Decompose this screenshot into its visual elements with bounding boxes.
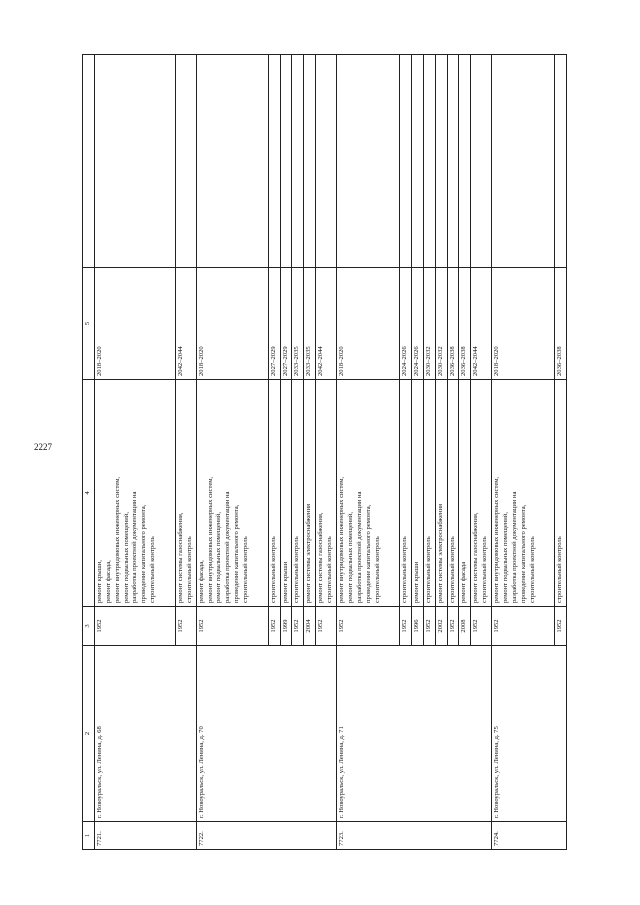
page-number: 2227 bbox=[34, 442, 52, 452]
work-type-line: строительный контроль bbox=[401, 536, 409, 603]
year-cell: 2002 bbox=[435, 607, 447, 646]
year-cell: 1999 bbox=[280, 607, 292, 646]
period-cell: 2030–2032 bbox=[423, 268, 435, 380]
period-cell: 2018–2020 bbox=[94, 268, 175, 380]
year-cell: 1952 bbox=[292, 607, 304, 646]
period-cell: 2042–2044 bbox=[316, 268, 337, 380]
period-cell: 2036–2038 bbox=[555, 268, 567, 380]
work-type-line: ремонт фасада bbox=[460, 561, 468, 603]
blank-cell bbox=[471, 55, 492, 268]
work-type-line: проведение капитального ремонта, bbox=[519, 504, 527, 603]
work-type-line: ремонт подвальных помещений, bbox=[502, 512, 510, 603]
period-cell: 2033–2035 bbox=[292, 268, 304, 380]
work-type-line: строительный контроль bbox=[556, 536, 564, 603]
year-cell: 2004 bbox=[304, 607, 316, 646]
period-cell: 2036–2038 bbox=[459, 268, 471, 380]
work-type-cell bbox=[280, 380, 292, 607]
building-address: г. Новоуральск, ул. Ленина, д. 75 bbox=[492, 646, 567, 822]
blank-cell bbox=[400, 55, 412, 268]
work-type-line: строительный контроль bbox=[269, 536, 277, 603]
building-address: г. Новоуральск, ул. Ленина, д. 70 bbox=[196, 646, 336, 822]
period-cell: 2018–2020 bbox=[196, 268, 268, 380]
blank-cell bbox=[280, 55, 292, 268]
period-cell: 2027–2029 bbox=[268, 268, 280, 380]
period-cell: 2030–2032 bbox=[435, 268, 447, 380]
header-row bbox=[83, 55, 95, 850]
table-row bbox=[337, 55, 400, 850]
work-type-line: проведение капитального ремонта, bbox=[233, 504, 241, 603]
blank-cell bbox=[492, 55, 555, 268]
period-cell: 2042–2044 bbox=[175, 268, 196, 380]
repair-schedule-table bbox=[82, 54, 567, 850]
blank-cell bbox=[411, 55, 423, 268]
table-row bbox=[94, 55, 175, 850]
work-type-cell bbox=[447, 380, 459, 607]
year-cell: 1952 bbox=[337, 607, 400, 646]
blank-cell bbox=[316, 55, 337, 268]
year-cell: 1952 bbox=[94, 607, 175, 646]
year-cell: 1952 bbox=[492, 607, 555, 646]
building-address: г. Новоуральск, ул. Ленина, д. 68 bbox=[94, 646, 196, 822]
blank-cell bbox=[423, 55, 435, 268]
work-type-line: строительный контроль bbox=[481, 536, 489, 603]
blank-cell bbox=[94, 55, 175, 268]
work-type-line: ремонт системы газоснабжения, bbox=[472, 512, 480, 603]
work-type-line: строительный контроль bbox=[149, 536, 157, 603]
work-type-line: строительный контроль bbox=[528, 536, 536, 603]
blank-cell bbox=[304, 55, 316, 268]
work-type-line: разработка проектной документации на bbox=[355, 491, 363, 603]
blank-cell bbox=[447, 55, 459, 268]
row-number: 7721. bbox=[94, 822, 196, 850]
work-type-line: ремонт подвальных помещений, bbox=[215, 512, 223, 603]
work-type-line: ремонт системы газоснабжения, bbox=[176, 512, 184, 603]
work-type-line: строительный контроль bbox=[326, 536, 334, 603]
blank-cell bbox=[175, 55, 196, 268]
year-cell: 1952 bbox=[316, 607, 337, 646]
work-type-cell bbox=[400, 380, 412, 607]
header-col-2: 2 bbox=[83, 646, 95, 822]
work-type-line: строительный контроль bbox=[185, 536, 193, 603]
work-type-cell bbox=[316, 380, 337, 607]
work-type-cell bbox=[555, 380, 567, 607]
work-type-cell bbox=[268, 380, 280, 607]
work-type-line: строительный контроль bbox=[242, 536, 250, 603]
rotated-table-sheet bbox=[82, 55, 592, 850]
blank-cell bbox=[268, 55, 280, 268]
work-type-line: проведение капитального ремонта, bbox=[140, 504, 148, 603]
work-type-line: ремонт внутридомовых инженерных систем, bbox=[493, 476, 501, 603]
work-type-cell bbox=[337, 380, 400, 607]
work-type-cell bbox=[459, 380, 471, 607]
work-type-line: ремонт подвальных помещений, bbox=[346, 512, 354, 603]
work-type-cell bbox=[492, 380, 555, 607]
period-cell: 2033–2035 bbox=[304, 268, 316, 380]
blank-cell bbox=[435, 55, 447, 268]
period-cell: 2024–2026 bbox=[400, 268, 412, 380]
work-type-cell bbox=[196, 380, 268, 607]
period-cell: 2018–2020 bbox=[492, 268, 555, 380]
work-type-line: ремонт крыши bbox=[281, 561, 289, 603]
blank-cell bbox=[196, 55, 268, 268]
work-type-line: ремонт крыши bbox=[412, 561, 420, 603]
work-type-line: ремонт системы газоснабжения, bbox=[317, 512, 325, 603]
work-type-line: строительный контроль bbox=[424, 536, 432, 603]
header-col-4: 4 bbox=[83, 380, 95, 607]
header-col-5: 5 bbox=[83, 268, 95, 380]
table-body bbox=[94, 55, 566, 850]
work-type-cell bbox=[435, 380, 447, 607]
header-col-blank bbox=[83, 55, 95, 268]
work-type-line: разработка проектной документации на bbox=[510, 491, 518, 603]
work-type-line: ремонт системы электроснабжения bbox=[305, 503, 313, 603]
work-type-line: строительный контроль bbox=[373, 536, 381, 603]
period-cell: 2027–2029 bbox=[280, 268, 292, 380]
row-number: 7724. bbox=[492, 822, 567, 850]
work-type-line: ремонт фасада, bbox=[104, 560, 112, 603]
work-type-line: ремонт подвальных помещений, bbox=[122, 512, 130, 603]
work-type-cell bbox=[94, 380, 175, 607]
work-type-line: проведение капитального ремонта, bbox=[364, 504, 372, 603]
blank-cell bbox=[337, 55, 400, 268]
period-cell: 2024–2026 bbox=[411, 268, 423, 380]
year-cell: 1952 bbox=[196, 607, 268, 646]
year-cell: 1952 bbox=[555, 607, 567, 646]
year-cell: 1952 bbox=[447, 607, 459, 646]
work-type-line: ремонт внутридомовых инженерных систем, bbox=[206, 476, 214, 603]
row-number: 7722. bbox=[196, 822, 336, 850]
work-type-line: ремонт крыши, bbox=[95, 560, 103, 603]
work-type-line: ремонт системы электроснабжения bbox=[436, 503, 444, 603]
period-cell: 2036–2038 bbox=[447, 268, 459, 380]
table-row bbox=[196, 55, 268, 850]
work-type-cell bbox=[471, 380, 492, 607]
year-cell: 1952 bbox=[471, 607, 492, 646]
year-cell: 1952 bbox=[175, 607, 196, 646]
work-type-cell bbox=[411, 380, 423, 607]
work-type-line: разработка проектной документации на bbox=[224, 491, 232, 603]
year-cell: 1952 bbox=[268, 607, 280, 646]
work-type-cell bbox=[292, 380, 304, 607]
work-type-cell bbox=[304, 380, 316, 607]
work-type-cell bbox=[175, 380, 196, 607]
blank-cell bbox=[459, 55, 471, 268]
work-type-cell bbox=[423, 380, 435, 607]
work-type-line: строительный контроль bbox=[448, 536, 456, 603]
building-address: г. Новоуральск, ул. Ленина, д. 71 bbox=[337, 646, 492, 822]
header-col-1: 1 bbox=[83, 822, 95, 850]
year-cell: 2008 bbox=[459, 607, 471, 646]
period-cell: 2042–2044 bbox=[471, 268, 492, 380]
work-type-line: ремонт внутридомовых инженерных систем, bbox=[113, 476, 121, 603]
year-cell: 1952 bbox=[423, 607, 435, 646]
year-cell: 1996 bbox=[411, 607, 423, 646]
blank-cell bbox=[292, 55, 304, 268]
work-type-line: ремонт внутридомовых инженерных систем, bbox=[338, 476, 346, 603]
work-type-line: ремонт фасада, bbox=[197, 560, 205, 603]
work-type-line: разработка проектной документации на bbox=[131, 491, 139, 603]
year-cell: 1952 bbox=[400, 607, 412, 646]
blank-cell bbox=[555, 55, 567, 268]
header-col-3: 3 bbox=[83, 607, 95, 646]
period-cell: 2018–2020 bbox=[337, 268, 400, 380]
row-number: 7723. bbox=[337, 822, 492, 850]
table-row bbox=[492, 55, 555, 850]
work-type-line: строительный контроль bbox=[293, 536, 301, 603]
